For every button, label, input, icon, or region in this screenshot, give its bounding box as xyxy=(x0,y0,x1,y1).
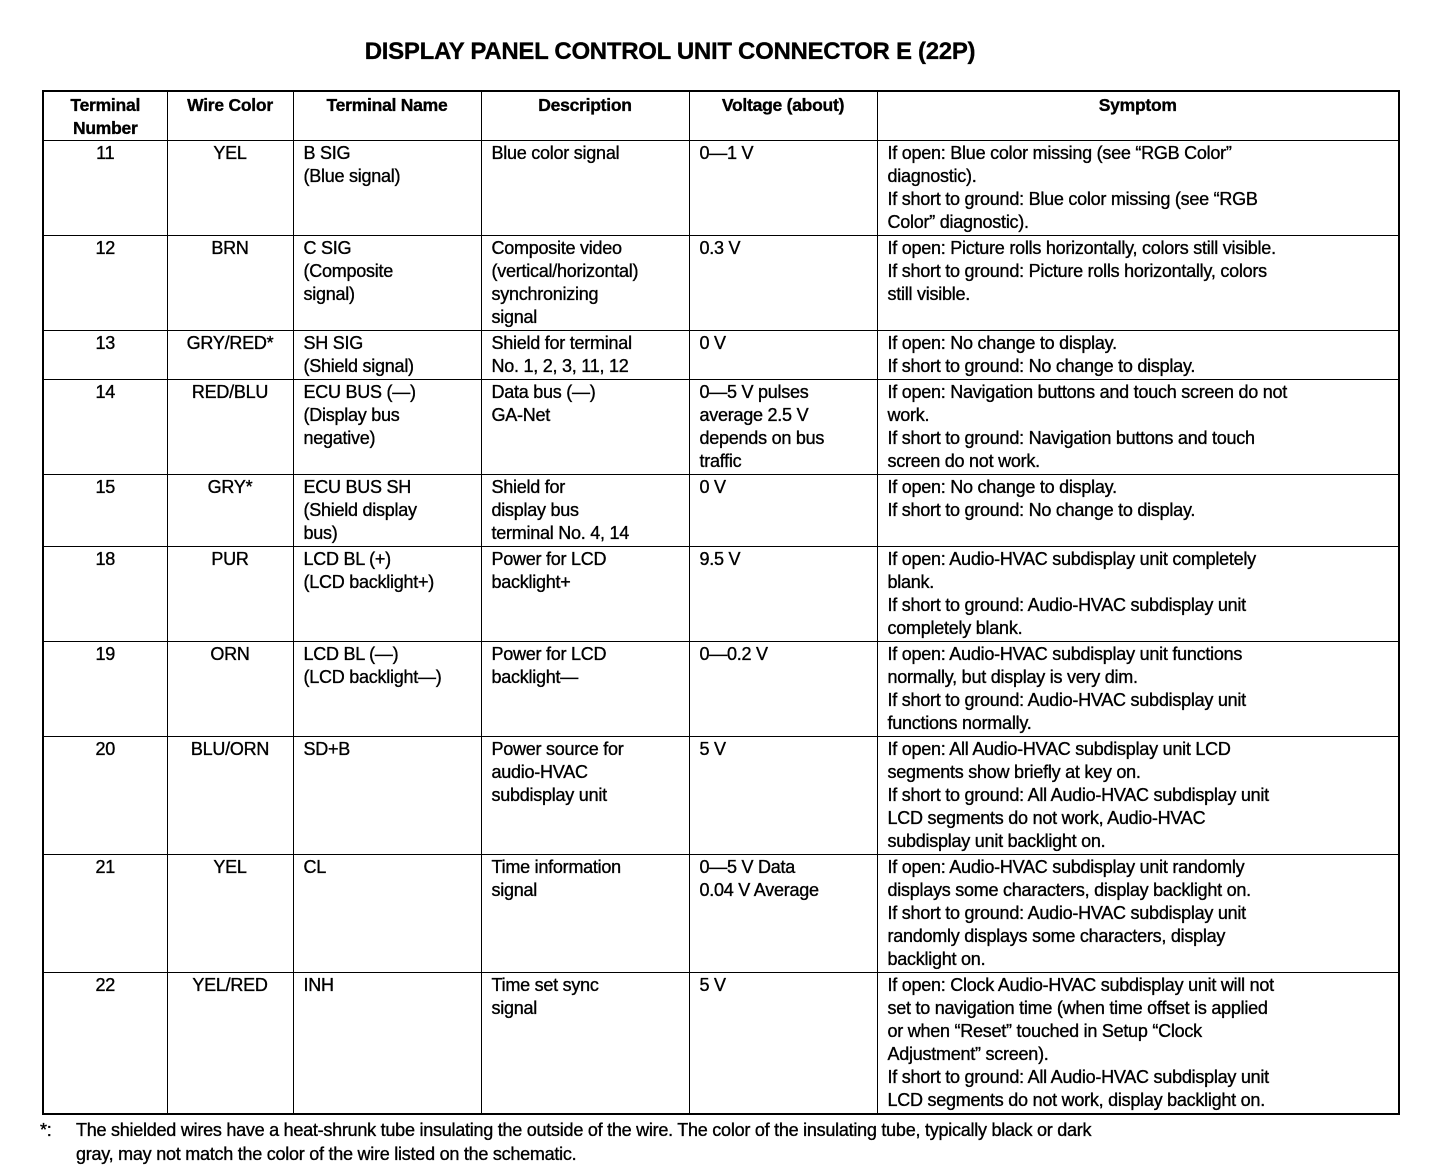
cell-terminal: 13 xyxy=(43,331,167,380)
footnote-mark: *: xyxy=(40,1120,52,1140)
cell-symptom: If open: Audio-HVAC subdisplay unit randomly displays some characters, display backlight on. If short to ground: Audio-HVAC subdisplay unit randomly displays some characters, display backlight on. xyxy=(877,855,1399,973)
table-row xyxy=(43,236,1399,331)
cell-name: CL xyxy=(293,855,481,973)
table-row xyxy=(43,331,1399,380)
cell-terminal: 18 xyxy=(43,547,167,642)
connector-table xyxy=(42,90,1400,1115)
cell-description: Time set sync signal xyxy=(481,973,689,1115)
cell-terminal: 19 xyxy=(43,642,167,737)
cell-wire: ORN xyxy=(167,642,293,737)
cell-voltage: 0 V xyxy=(689,475,877,547)
table-row xyxy=(43,141,1399,236)
cell-symptom: If open: Clock Audio-HVAC subdisplay unit will not set to navigation time (when time offset is applied or when “Reset” touched in Setup “Clock Adjustment” screen). If short to ground: All Audio-HVAC subdisplay unit LCD segments do not work, display backlight on. xyxy=(877,973,1399,1115)
header-terminal-name: Terminal Name xyxy=(293,91,481,141)
cell-voltage: 0—5 V pulses average 2.5 V depends on bus traffic xyxy=(689,380,877,475)
cell-description: Shield for display bus terminal No. 4, 14 xyxy=(481,475,689,547)
cell-wire: PUR xyxy=(167,547,293,642)
cell-voltage: 9.5 V xyxy=(689,547,877,642)
cell-voltage: 5 V xyxy=(689,973,877,1115)
page-title: DISPLAY PANEL CONTROL UNIT CONNECTOR E (22P) xyxy=(364,38,976,65)
cell-symptom: If open: Blue color missing (see “RGB Color” diagnostic). If short to ground: Blue color missing (see “RGB Color” diagnostic). xyxy=(877,141,1399,236)
cell-description: Data bus (—) GA-Net xyxy=(481,380,689,475)
cell-wire: RED/BLU xyxy=(167,380,293,475)
cell-description: Time information signal xyxy=(481,855,689,973)
cell-terminal: 14 xyxy=(43,380,167,475)
cell-name: SH SIG (Shield signal) xyxy=(293,331,481,380)
cell-voltage: 0 V xyxy=(689,331,877,380)
table-row xyxy=(43,475,1399,547)
header-terminal-number: Terminal Number xyxy=(43,91,167,141)
cell-wire: BLU/ORN xyxy=(167,737,293,855)
cell-name: INH xyxy=(293,973,481,1115)
cell-terminal: 20 xyxy=(43,737,167,855)
cell-terminal: 15 xyxy=(43,475,167,547)
footnote xyxy=(40,1118,1400,1166)
table-row xyxy=(43,855,1399,973)
cell-symptom: If open: All Audio-HVAC subdisplay unit LCD segments show briefly at key on. If short to ground: All Audio-HVAC subdisplay unit LCD segments do not work, Audio-HVAC subdisplay unit backlight on. xyxy=(877,737,1399,855)
header-description: Description xyxy=(481,91,689,141)
table-row xyxy=(43,547,1399,642)
cell-wire: GRY* xyxy=(167,475,293,547)
table-row xyxy=(43,737,1399,855)
cell-description: Power for LCD backlight— xyxy=(481,642,689,737)
cell-voltage: 0—0.2 V xyxy=(689,642,877,737)
cell-wire: YEL xyxy=(167,855,293,973)
cell-description: Composite video (vertical/horizontal) synchronizing signal xyxy=(481,236,689,331)
cell-voltage: 5 V xyxy=(689,737,877,855)
cell-name: LCD BL (—) (LCD backlight—) xyxy=(293,642,481,737)
table-container xyxy=(42,90,1400,1166)
table-row xyxy=(43,973,1399,1115)
cell-symptom: If open: No change to display. If short to ground: No change to display. xyxy=(877,331,1399,380)
cell-name: B SIG (Blue signal) xyxy=(293,141,481,236)
cell-name: SD+B xyxy=(293,737,481,855)
cell-wire: GRY/RED* xyxy=(167,331,293,380)
header-voltage: Voltage (about) xyxy=(689,91,877,141)
table-row xyxy=(43,380,1399,475)
cell-wire: BRN xyxy=(167,236,293,331)
cell-wire: YEL xyxy=(167,141,293,236)
table-row xyxy=(43,642,1399,737)
cell-name: ECU BUS SH (Shield display bus) xyxy=(293,475,481,547)
cell-terminal: 21 xyxy=(43,855,167,973)
cell-wire: YEL/RED xyxy=(167,973,293,1115)
cell-description: Shield for terminal No. 1, 2, 3, 11, 12 xyxy=(481,331,689,380)
cell-symptom: If open: Audio-HVAC subdisplay unit functions normally, but display is very dim. If short to ground: Audio-HVAC subdisplay unit functions normally. xyxy=(877,642,1399,737)
cell-voltage: 0—1 V xyxy=(689,141,877,236)
cell-symptom: If open: No change to display. If short to ground: No change to display. xyxy=(877,475,1399,547)
cell-terminal: 11 xyxy=(43,141,167,236)
cell-description: Power source for audio-HVAC subdisplay unit xyxy=(481,737,689,855)
header-row xyxy=(43,91,1399,141)
cell-voltage: 0.3 V xyxy=(689,236,877,331)
header-wire-color: Wire Color xyxy=(167,91,293,141)
cell-description: Blue color signal xyxy=(481,141,689,236)
cell-name: ECU BUS (—) (Display bus negative) xyxy=(293,380,481,475)
cell-terminal: 12 xyxy=(43,236,167,331)
cell-symptom: If open: Navigation buttons and touch screen do not work. If short to ground: Navigation buttons and touch screen do not work. xyxy=(877,380,1399,475)
cell-terminal: 22 xyxy=(43,973,167,1115)
cell-symptom: If open: Picture rolls horizontally, colors still visible. If short to ground: Picture rolls horizontally, colors still visible. xyxy=(877,236,1399,331)
cell-description: Power for LCD backlight+ xyxy=(481,547,689,642)
footnote-text: The shielded wires have a heat-shrunk tube insulating the outside of the wire. The color of the insulating tube, typically black or dark gray, may not match the color of the wire listed on the schematic. xyxy=(76,1120,1092,1164)
header-symptom: Symptom xyxy=(877,91,1399,141)
cell-name: LCD BL (+) (LCD backlight+) xyxy=(293,547,481,642)
cell-name: C SIG (Composite signal) xyxy=(293,236,481,331)
cell-symptom: If open: Audio-HVAC subdisplay unit completely blank. If short to ground: Audio-HVAC subdisplay unit completely blank. xyxy=(877,547,1399,642)
cell-voltage: 0—5 V Data 0.04 V Average xyxy=(689,855,877,973)
